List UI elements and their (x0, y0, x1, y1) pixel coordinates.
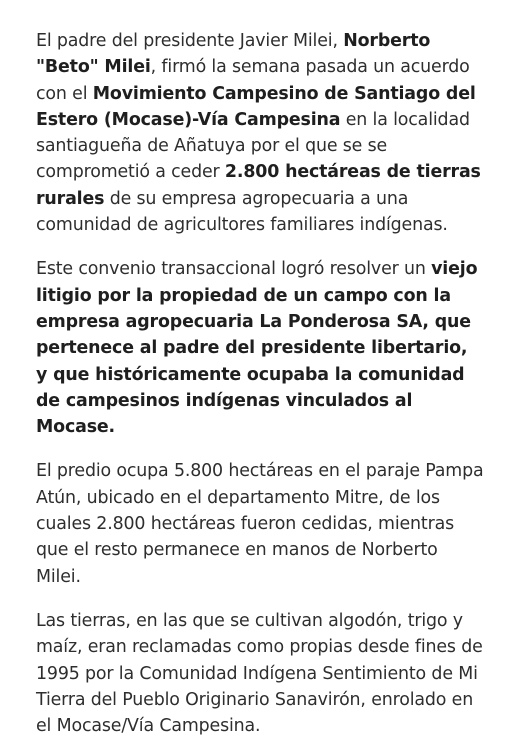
text-run: Este convenio transaccional logró resolver un (36, 259, 432, 280)
bold-text-run: viejo litigio por la propiedad de un campo con la empresa agropecuaria La Ponderosa SA, que pertenece al padre del presidente libertario, y que históricamente ocupaba la comunidad de campesinos indígenas vinculados al Mocase. (36, 259, 478, 438)
text-run: El predio ocupa 5.800 hectáreas en el paraje Pampa Atún, ubicado en el departamento Mitre, de los cuales 2.800 hectáreas fueron cedidas, mientras que el resto permanece en manos de Norberto Milei. (36, 461, 484, 587)
paragraph-2 (36, 256, 484, 440)
text-run: en la localidad santiagueña de Añatuya por el que se se comprometió a ceder (36, 109, 470, 183)
text-run: de su empresa agropecuaria a una comunidad de agricultores familiares indígenas. (36, 188, 448, 236)
bold-text-run: 2.800 hectáreas de tierras rurales (36, 162, 481, 209)
text-run: , firmó la semana pasada un acuerdo con el (36, 57, 470, 104)
bold-text-run: Movimiento Campesino de Santiago del Estero (Mocase)-Vía Campesina (36, 83, 476, 130)
paragraph-3 (36, 458, 484, 589)
text-run: El padre del presidente Javier Milei, (36, 31, 344, 51)
bold-text-run: Norberto "Beto" Milei (36, 31, 431, 78)
paragraph-1 (36, 28, 484, 238)
text-run: Las tierras, en las que se cultivan algodón, trigo y maíz, eran reclamadas como propias desde fines de 1995 por la Comunidad Indígena Sentimiento de Mi Tierra del Pueblo Originario Sanavirón, enrolado en el Mocase/Vía Campesina. (36, 610, 483, 737)
paragraph-4 (36, 608, 484, 739)
